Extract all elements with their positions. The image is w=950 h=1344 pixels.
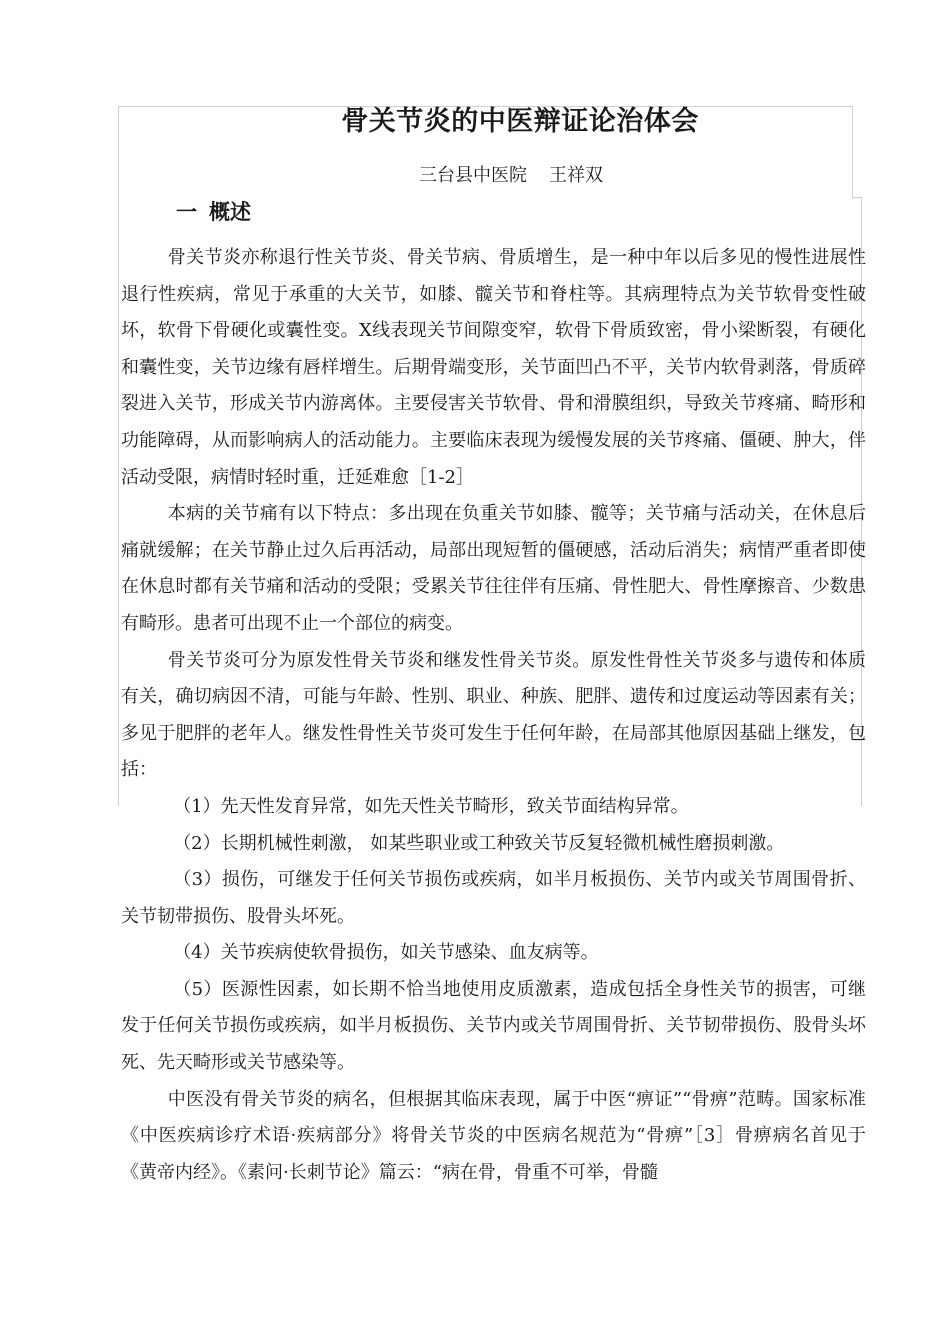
- list-item: （1）先天性发育异常，如先天性关节畸形，致关节面结构异常。: [173, 795, 689, 817]
- list-item: （5）医源性因素，如长期不恰当地使用皮质激素，造成包括全身性关节的损害，可继发于任何关节损伤或疾病，如半月板损伤、关节内或关节周围骨折、关节韧带损伤、股骨头坏死、先天畸形或关节感染等。: [121, 978, 866, 1074]
- list-item: （3）损伤，可继发于任何关节损伤或疾病，如半月板损伤、关节内或关节周围骨折、关节韧带损伤、股骨头坏死。: [121, 869, 866, 927]
- list-item: （4）关节疾病使软骨损伤，如关节感染、血友病等。: [173, 942, 599, 964]
- body-paragraph: 骨关节炎可分为原发性骨关节炎和继发性骨关节炎。原发性骨性关节炎多与遗传和体质有关，确切病因不清，可能与年龄、性别、职业、种族、肥胖、遗传和过度运动等因素有关；多见于肥胖的老年人。继发性骨性关节炎可发生于任何年龄，在局部其他原因基础上继发，包括：: [121, 649, 866, 781]
- document-body: [121, 240, 866, 1191]
- section-number: 一: [176, 200, 197, 224]
- section-heading: [176, 196, 251, 226]
- author-name: 王祥双: [549, 165, 603, 186]
- body-paragraph: 本病的关节痛有以下特点：多出现在负重关节如膝、髋等；关节痛与活动关，在休息后痛就缓解；在关节静止过久后再活动，局部出现短暂的僵硬感，活动后消失；病情严重者即使在休息时都有关节痛和活动的受限；受累关节往往伴有压痛、骨性肥大、骨性摩擦音、少数患有畸形。患者可出现不止一个部位的病变。: [121, 503, 866, 634]
- document-title: 骨关节炎的中医辩证论治体会: [341, 106, 699, 137]
- body-paragraph: 中医没有骨关节炎的病名，但根据其临床表现，属于中医“痹证”“骨痹”范畴。国家标准《中医疾病诊疗术语·疾病部分》将骨关节炎的中医病名规范为“骨痹”［3］骨痹病名首见于《黄帝内经》。《素问·长刺节论》篇云：“病在骨，骨重不可举，骨髓: [121, 1088, 866, 1183]
- author-affiliation: 三台县中医院: [419, 165, 527, 186]
- frame-line-left: [118, 106, 119, 806]
- list-item: （2）长期机械性刺激， 如某些职业或工种致关节反复轻微机械性磨损刺激。: [173, 832, 785, 854]
- body-paragraph: 骨关节炎亦称退行性关节炎、骨关节病、骨质增生，是一种中年以后多见的慢性进展性退行性疾病，常见于承重的大关节，如膝、髋关节和脊柱等。其病理特点为关节软骨变性破坏，软骨下骨硬化或囊性变。X线表现关节间隙变窄，软骨下骨质致密，骨小梁断裂，有硬化和囊性变，关节边缘有唇样增生。后期骨端变形，关节面凹凸不平，关节内软骨剥落，骨质碎裂进入关节，形成关节内游离体。主要侵害关节软骨、骨和滑膜组织，导致关节疼痛、畸形和功能障碍，从而影响病人的活动能力。主要临床表现为缓慢发展的关节疼痛、僵硬、肿大，伴活动受限，病情时轻时重，迁延难愈［1-2］: [121, 247, 866, 488]
- author-byline: [0, 161, 950, 187]
- section-title: 概述: [209, 200, 251, 224]
